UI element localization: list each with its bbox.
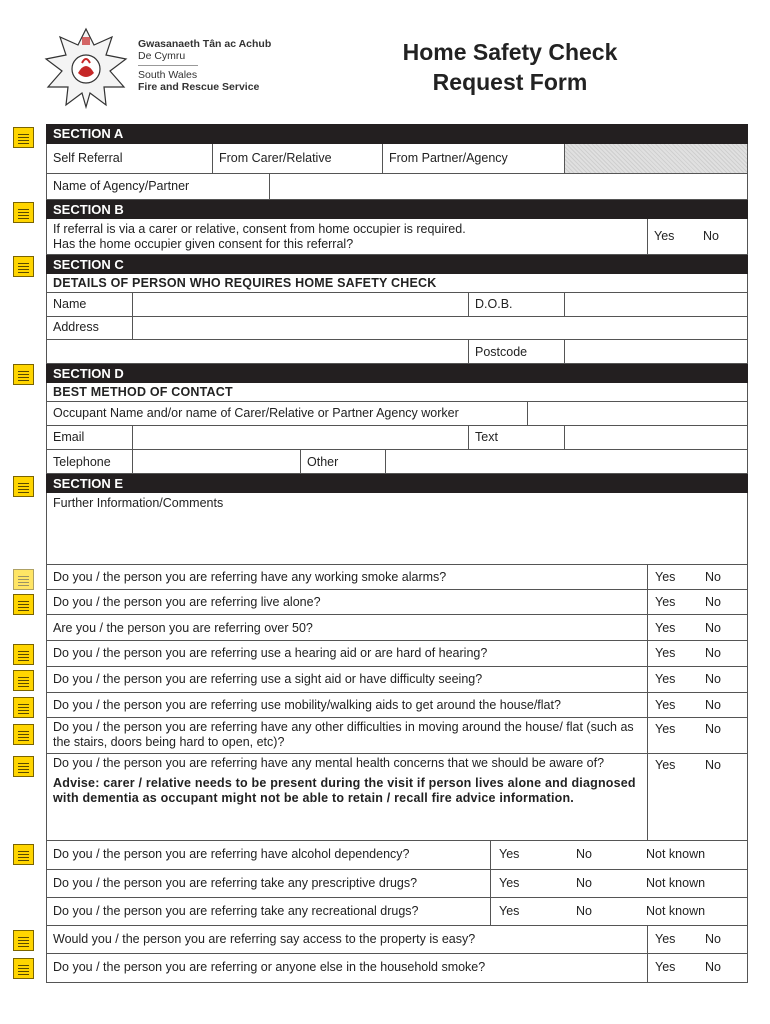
yes-option[interactable]: Yes (647, 926, 697, 953)
question-text: Do you / the person you are referring use a sight aid or have difficulty seeing? (53, 672, 483, 686)
question-row (46, 615, 748, 641)
section-e-heading: SECTION E (46, 474, 748, 493)
mental-health-row (46, 754, 748, 841)
occupant-label: Occupant Name and/or name of Carer/Relative or Partner Agency worker (53, 406, 459, 420)
no-option[interactable]: No (705, 698, 721, 712)
from-carer-option[interactable]: From Carer/Relative (212, 144, 382, 173)
occupant-row (46, 402, 748, 426)
consent-question (47, 219, 647, 254)
address-field[interactable] (132, 317, 747, 339)
consent-no[interactable]: No (703, 229, 719, 243)
section-c-subheading: DETAILS OF PERSON WHO REQUIRES HOME SAFETY CHECK (53, 276, 437, 290)
note-icon[interactable] (13, 202, 34, 223)
yes-option[interactable]: Yes (647, 641, 697, 666)
note-icon[interactable] (13, 844, 34, 865)
agency-row (46, 174, 748, 200)
org-line-1: Gwasanaeth Tân ac Achub (138, 38, 272, 50)
yes-option[interactable]: Yes (647, 693, 697, 717)
note-icon[interactable] (13, 724, 34, 745)
section-c-subheading-row (46, 274, 748, 293)
question-text: Do you / the person you are referring take any prescriptive drugs? (53, 876, 418, 890)
section-c-heading: SECTION C (46, 255, 748, 274)
question-text: Do you / the person you are referring have alcohol dependency? (53, 847, 410, 861)
consent-line-2: Has the home occupier given consent for this referral? (53, 237, 354, 251)
title-line-1: Home Safety Check (402, 39, 618, 65)
telephone-label: Telephone (53, 455, 111, 469)
text-label: Text (468, 426, 564, 449)
no-option[interactable]: No (705, 646, 721, 660)
comments-row[interactable] (46, 493, 748, 565)
email-row (46, 426, 748, 450)
note-icon[interactable] (13, 697, 34, 718)
section-d-subheading-row (46, 383, 748, 402)
telephone-field[interactable] (132, 450, 300, 473)
yes-option[interactable]: Yes (490, 898, 570, 925)
comments-label: Further Information/Comments (53, 496, 224, 510)
other-field[interactable] (385, 450, 747, 473)
question-row (46, 841, 748, 870)
not-known-option[interactable]: Not known (646, 876, 706, 890)
occupant-field[interactable] (527, 402, 747, 425)
note-icon[interactable] (13, 756, 34, 777)
note-icon[interactable] (13, 594, 34, 615)
telephone-row (46, 450, 748, 474)
fire-service-crest-logo (42, 27, 130, 109)
yes-option[interactable]: Yes (647, 590, 697, 614)
section-d-subheading: BEST METHOD OF CONTACT (53, 385, 233, 399)
email-field[interactable] (132, 426, 468, 449)
postcode-row (46, 340, 748, 364)
yes-option[interactable]: Yes (647, 667, 697, 692)
org-divider (138, 65, 198, 66)
note-icon[interactable] (13, 364, 34, 385)
question-text: Do you / the person you are referring use mobility/walking aids to get around the house/flat? (53, 698, 561, 712)
postcode-field[interactable] (564, 340, 747, 363)
org-line-2: De Cymru (138, 50, 186, 62)
consent-yes[interactable]: Yes (647, 219, 697, 254)
no-option[interactable]: No (705, 672, 721, 686)
no-option[interactable]: No (705, 960, 721, 974)
question-text: Do you / the person you are referring live alone? (53, 595, 321, 609)
note-icon[interactable] (13, 569, 34, 590)
no-option[interactable]: No (705, 570, 721, 584)
yes-option[interactable]: Yes (490, 841, 570, 869)
section-a-heading: SECTION A (46, 124, 748, 144)
shaded-cell (564, 144, 747, 173)
section-d-heading: SECTION D (46, 364, 748, 383)
text-field[interactable] (564, 426, 747, 449)
postcode-label: Postcode (468, 340, 564, 363)
question-row (46, 870, 748, 898)
other-label: Other (300, 450, 385, 473)
dob-field[interactable] (564, 293, 747, 316)
not-known-option[interactable]: Not known (646, 904, 706, 918)
title-line-2: Request Form (432, 69, 588, 95)
name-row (46, 293, 748, 317)
no-option[interactable]: No (705, 722, 721, 736)
question-row (46, 898, 748, 926)
org-line-3: South Wales (138, 69, 198, 81)
yes-option[interactable]: Yes (647, 565, 697, 589)
yes-option[interactable]: Yes (647, 954, 697, 982)
question-text: Do you / the person you are referring use a hearing aid or are hard of hearing? (53, 646, 488, 660)
no-option[interactable]: No (705, 621, 721, 635)
referral-type-row (46, 144, 748, 174)
question-text: Do you / the person you are referring have any other difficulties in moving around the house/ flat (such as the stairs, doors being hard to open, etc)? (53, 720, 634, 749)
question-row (46, 954, 748, 983)
note-icon[interactable] (13, 256, 34, 277)
note-icon[interactable] (13, 670, 34, 691)
address-field-line-2[interactable] (47, 340, 468, 363)
address-label: Address (53, 320, 99, 334)
question-row (46, 718, 748, 754)
section-b-heading: SECTION B (46, 200, 748, 219)
not-known-option[interactable]: Not known (646, 847, 706, 861)
name-field[interactable] (132, 293, 468, 316)
no-option[interactable]: No (705, 932, 721, 946)
note-icon[interactable] (13, 127, 34, 148)
name-label: Name (53, 297, 87, 311)
question-text: Do you / the person you are referring have any mental health concerns that we should be aware of? (53, 756, 605, 770)
email-label: Email (53, 430, 85, 444)
no-option[interactable]: No (576, 847, 592, 861)
question-text: Would you / the person you are referring say access to the property is easy? (53, 932, 476, 946)
yes-option[interactable]: Yes (647, 718, 697, 753)
question-row (46, 590, 748, 615)
question-text: Do you / the person you are referring have any working smoke alarms? (53, 570, 447, 584)
note-icon[interactable] (13, 644, 34, 665)
organisation-name (138, 38, 271, 93)
note-icon[interactable] (13, 958, 34, 979)
question-text: Do you / the person you are referring take any recreational drugs? (53, 904, 419, 918)
question-row (46, 926, 748, 954)
address-row (46, 317, 748, 340)
form-title (360, 37, 660, 97)
no-option[interactable]: No (705, 758, 721, 772)
yes-option[interactable]: Yes (490, 870, 570, 897)
no-option[interactable]: No (705, 595, 721, 609)
question-row (46, 693, 748, 718)
org-line-4: Fire and Rescue Service (138, 81, 260, 93)
from-partner-option[interactable]: From Partner/Agency (382, 144, 564, 173)
question-text: Are you / the person you are referring over 50? (53, 621, 313, 635)
consent-line-1: If referral is via a carer or relative, consent from home occupier is required. (53, 222, 466, 236)
agency-name-label: Name of Agency/Partner (53, 179, 190, 193)
note-icon[interactable] (13, 476, 34, 497)
question-row (46, 667, 748, 693)
agency-name-field[interactable] (269, 174, 747, 199)
yes-option[interactable]: Yes (647, 754, 697, 840)
consent-row (46, 219, 748, 255)
dob-label: D.O.B. (468, 293, 564, 316)
advise-text: Advise: carer / relative needs to be present during the visit if person lives alone and diagnosed with dementia as occupant might not be able to retain / recall fire advice information. (53, 776, 636, 805)
question-text: Do you / the person you are referring or anyone else in the household smoke? (53, 960, 486, 974)
note-icon[interactable] (13, 930, 34, 951)
mental-health-block (47, 754, 647, 840)
yes-option[interactable]: Yes (647, 615, 697, 640)
question-row (46, 565, 748, 590)
no-option[interactable]: No (576, 904, 592, 918)
question-row (46, 641, 748, 667)
self-referral-option[interactable]: Self Referral (53, 151, 123, 165)
no-option[interactable]: No (576, 876, 592, 890)
